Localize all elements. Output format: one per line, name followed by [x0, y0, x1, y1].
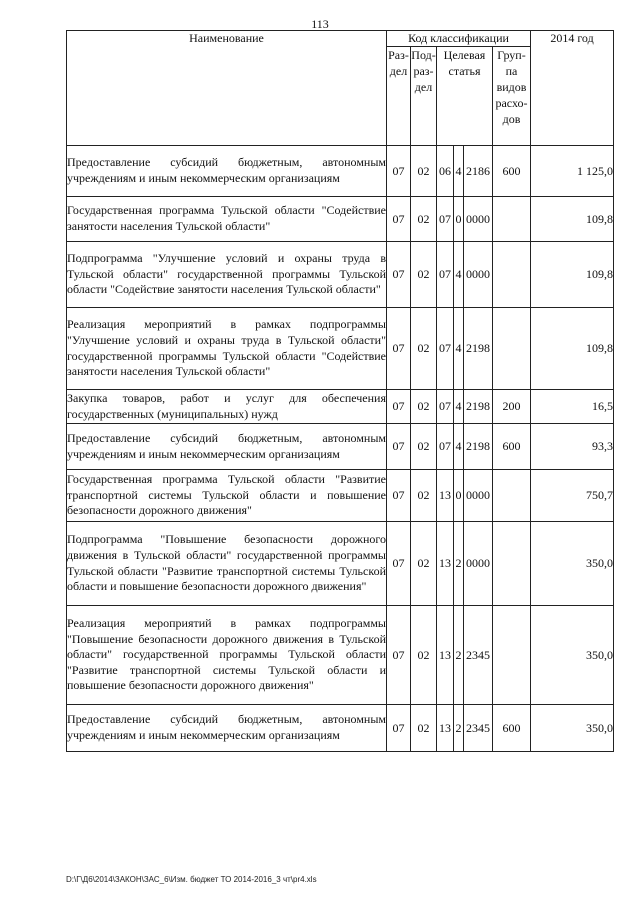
table-row — [67, 308, 614, 390]
row-target-part3: 2345 — [464, 705, 493, 752]
table-row — [67, 705, 614, 752]
row-razdel: 07 — [387, 390, 411, 424]
row-group — [493, 242, 531, 308]
row-podrazdel: 02 — [411, 242, 437, 308]
row-target-part2: 4 — [454, 308, 464, 390]
row-name: Реализация мероприятий в рамках подпрограммы "Улучшение условий и охраны труда в Тульской области" государственной программы Тульской области "Содействие занятости населения Тульской области" — [67, 308, 387, 390]
row-amount: 1 125,0 — [531, 146, 614, 197]
row-razdel: 07 — [387, 146, 411, 197]
header-name: Наименование — [67, 31, 387, 146]
row-target-part1: 07 — [437, 424, 454, 470]
row-target-part1: 13 — [437, 522, 454, 606]
header-target-article: Целевая статья — [437, 47, 493, 146]
row-amount: 109,8 — [531, 308, 614, 390]
row-name: Государственная программа Тульской области "Содействие занятости населения Тульской области" — [67, 197, 387, 242]
row-podrazdel: 02 — [411, 705, 437, 752]
row-target-part1: 13 — [437, 705, 454, 752]
row-target-part1: 13 — [437, 606, 454, 705]
row-target-part2: 0 — [454, 197, 464, 242]
row-target-part3: 2198 — [464, 390, 493, 424]
row-group — [493, 606, 531, 705]
row-group — [493, 308, 531, 390]
table-row — [67, 522, 614, 606]
row-target-part2: 2 — [454, 522, 464, 606]
row-razdel: 07 — [387, 470, 411, 522]
table-row — [67, 424, 614, 470]
row-razdel: 07 — [387, 705, 411, 752]
row-target-part3: 2198 — [464, 308, 493, 390]
row-razdel: 07 — [387, 424, 411, 470]
row-target-part3: 0000 — [464, 242, 493, 308]
row-name: Реализация мероприятий в рамках подпрограммы "Повышение безопасности дорожного движения в Тульской области" государственной программы Тульской области "Развитие транспортной системы Тульской области и повышение безопасности дорожного движения" — [67, 606, 387, 705]
row-podrazdel: 02 — [411, 606, 437, 705]
table-row — [67, 146, 614, 197]
row-razdel: 07 — [387, 197, 411, 242]
header-year: 2014 год — [531, 31, 614, 146]
row-target-part1: 13 — [437, 470, 454, 522]
row-group: 600 — [493, 424, 531, 470]
row-amount: 16,5 — [531, 390, 614, 424]
row-group — [493, 522, 531, 606]
row-target-part2: 2 — [454, 606, 464, 705]
row-name: Предоставление субсидий бюджетным, автономным учреждениям и иным некоммерческим организациям — [67, 705, 387, 752]
page-number: 113 — [311, 17, 329, 31]
row-target-part2: 4 — [454, 424, 464, 470]
header-classification: Код классификации — [387, 31, 531, 47]
row-podrazdel: 02 — [411, 146, 437, 197]
row-amount: 109,8 — [531, 242, 614, 308]
row-group: 600 — [493, 705, 531, 752]
budget-table — [66, 30, 614, 752]
row-group — [493, 197, 531, 242]
row-target-part3: 0000 — [464, 470, 493, 522]
row-target-part2: 4 — [454, 242, 464, 308]
table-row — [67, 390, 614, 424]
row-target-part1: 06 — [437, 146, 454, 197]
row-target-part1: 07 — [437, 308, 454, 390]
row-target-part3: 0000 — [464, 197, 493, 242]
row-name: Государственная программа Тульской области "Развитие транспортной системы Тульской области и повышение безопасности дорожного движения" — [67, 470, 387, 522]
row-group — [493, 470, 531, 522]
footer-file-path: D:\Г\Д6\2014\ЗАКОН\ЗАС_6\Изм. бюджет ТО 2014-2016_3 чт\pr4.xls — [66, 875, 317, 884]
row-name: Подпрограмма "Повышение безопасности дорожного движения в Тульской области" государственной программы Тульской области "Развитие транспортной системы Тульской области и повышение безопасности дорожного движения" — [67, 522, 387, 606]
row-razdel: 07 — [387, 308, 411, 390]
header-subsection: Под- раз- дел — [411, 47, 437, 146]
row-name: Предоставление субсидий бюджетным, автономным учреждениям и иным некоммерческим организациям — [67, 146, 387, 197]
row-podrazdel: 02 — [411, 424, 437, 470]
row-target-part3: 2186 — [464, 146, 493, 197]
row-target-part3: 0000 — [464, 522, 493, 606]
row-target-part2: 2 — [454, 705, 464, 752]
row-name: Закупка товаров, работ и услуг для обеспечения государственных (муниципальных) нужд — [67, 390, 387, 424]
row-podrazdel: 02 — [411, 522, 437, 606]
table-row — [67, 242, 614, 308]
table-row — [67, 470, 614, 522]
row-razdel: 07 — [387, 606, 411, 705]
row-amount: 350,0 — [531, 606, 614, 705]
row-razdel: 07 — [387, 522, 411, 606]
row-target-part1: 07 — [437, 197, 454, 242]
header-row-1 — [67, 31, 614, 47]
row-podrazdel: 02 — [411, 390, 437, 424]
row-group: 200 — [493, 390, 531, 424]
row-amount: 109,8 — [531, 197, 614, 242]
table-row — [67, 197, 614, 242]
row-target-part3: 2198 — [464, 424, 493, 470]
row-amount: 750,7 — [531, 470, 614, 522]
row-target-part2: 4 — [454, 146, 464, 197]
row-group: 600 — [493, 146, 531, 197]
row-target-part1: 07 — [437, 242, 454, 308]
row-amount: 350,0 — [531, 705, 614, 752]
table-row — [67, 606, 614, 705]
header-section: Раз- дел — [387, 47, 411, 146]
row-target-part2: 4 — [454, 390, 464, 424]
row-amount: 350,0 — [531, 522, 614, 606]
row-podrazdel: 02 — [411, 470, 437, 522]
row-amount: 93,3 — [531, 424, 614, 470]
row-target-part2: 0 — [454, 470, 464, 522]
row-razdel: 07 — [387, 242, 411, 308]
row-target-part1: 07 — [437, 390, 454, 424]
header-expense-group: Груп- па видов расхо- дов — [493, 47, 531, 146]
row-podrazdel: 02 — [411, 197, 437, 242]
row-target-part3: 2345 — [464, 606, 493, 705]
row-name: Подпрограмма "Улучшение условий и охраны труда в Тульской области" государственной программы Тульской области "Содействие занятости населения Тульской области" — [67, 242, 387, 308]
row-podrazdel: 02 — [411, 308, 437, 390]
row-name: Предоставление субсидий бюджетным, автономным учреждениям и иным некоммерческим организациям — [67, 424, 387, 470]
